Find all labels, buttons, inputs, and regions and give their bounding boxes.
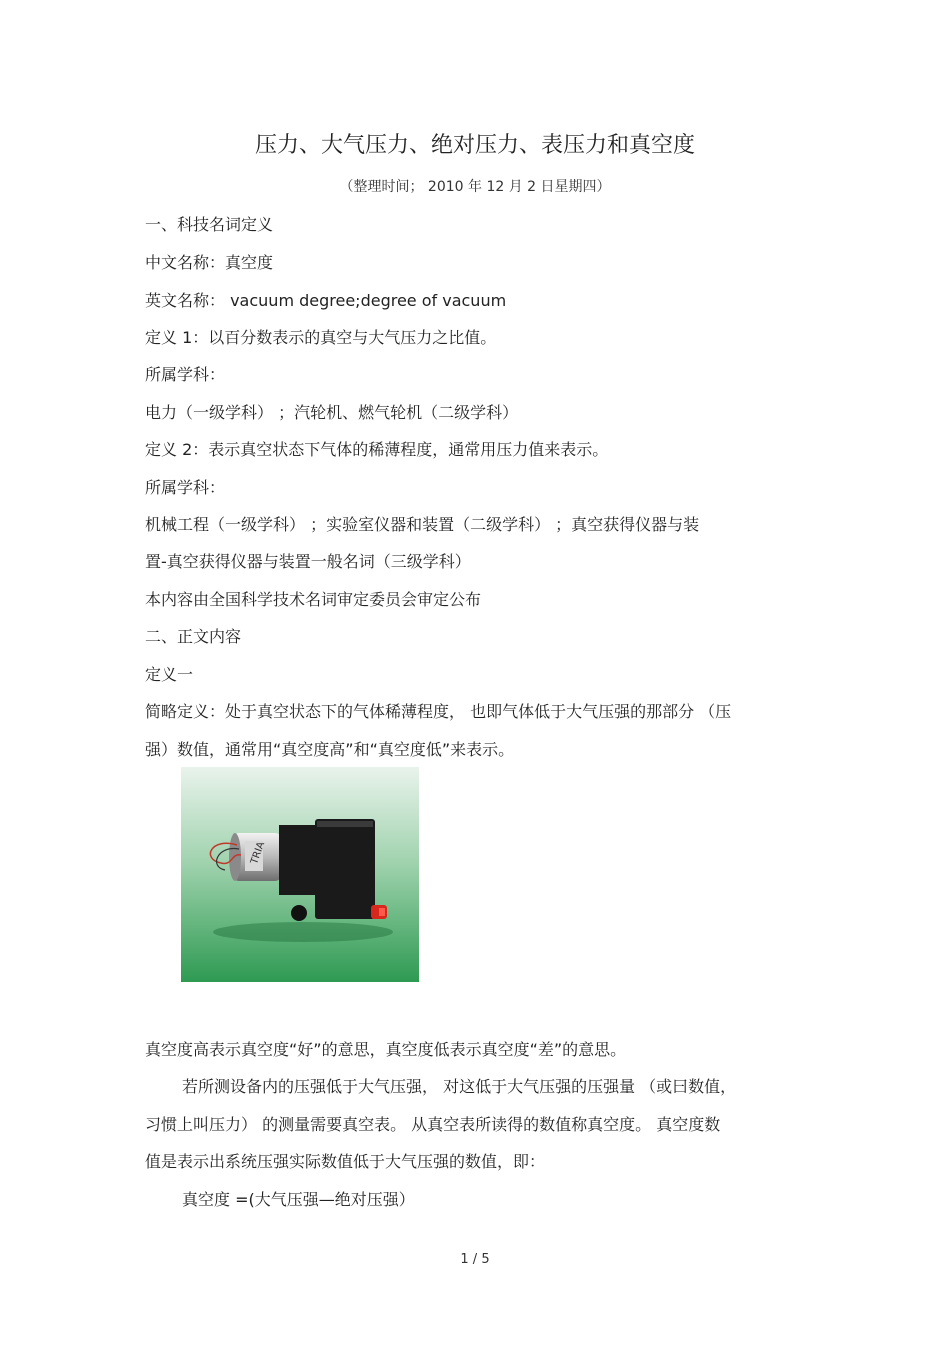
authority-note: 本内容由全国科学技术名词审定委员会审定公布 (145, 590, 482, 609)
subject-line-1: 电力（一级学科） ；汽轮机、燃气轮机（二级学科） (145, 403, 519, 422)
paragraph-line-1: 若所测设备内的压强低于大气压强， 对这低于大气压强的压强量 （或曰数值， (182, 1077, 737, 1096)
english-name-line: 英文名称： vacuum degree;degree of vacuum (145, 291, 507, 310)
vacuum-pump-photo (181, 767, 419, 982)
paragraph-line-2: 习惯上叫压力） 的测量需要真空表。 从真空表所读得的数值称真空度。 真空度数 (145, 1115, 721, 1134)
section-heading-body: 二、正文内容 (145, 627, 242, 646)
vacuum-formula: 真空度 =(大气压强—绝对压强） (182, 1190, 415, 1209)
page-number: 1 / 5 (460, 1252, 490, 1267)
definition-2-line: 定义 2：表示真空状态下气体的稀薄程度，通常用压力值来表示。 (145, 440, 609, 459)
paragraph-line-3: 值是表示出系统压强实际数值低于大气压强的数值，即： (145, 1152, 546, 1171)
definition-one-heading: 定义一 (145, 665, 194, 684)
motor-label-text: TRIA (249, 840, 268, 866)
document-subtitle: （整理时间； 2010 年 12 月 2 日星期四） (339, 179, 611, 195)
document-title: 压力、大气压力、绝对压力、表压力和真空度 (254, 133, 695, 158)
brief-definition-line-2: 强）数值，通常用“真空度高”和“真空度低”来表示。 (145, 740, 515, 759)
subject-label-2: 所属学科： (145, 478, 226, 497)
subject-line-2b: 置-真空获得仪器与装置一般名词（三级学科） (145, 552, 471, 571)
subject-line-2a: 机械工程（一级学科） ；实验室仪器和装置（二级学科） ；真空获得仪器与装 (145, 515, 700, 534)
subject-label-1: 所属学科： (145, 365, 226, 384)
definition-1-line: 定义 1：以百分数表示的真空与大气压力之比值。 (145, 328, 497, 347)
chinese-name-line: 中文名称：真空度 (145, 253, 274, 272)
vacuum-meaning-line: 真空度高表示真空度“好”的意思，真空度低表示真空度“差”的意思。 (145, 1040, 627, 1059)
brief-definition-line-1: 简略定义：处于真空状态下的气体稀薄程度， 也即气体低于大气压强的那部分 （压 (145, 702, 732, 721)
section-heading-definition: 一、科技名词定义 (145, 215, 274, 234)
